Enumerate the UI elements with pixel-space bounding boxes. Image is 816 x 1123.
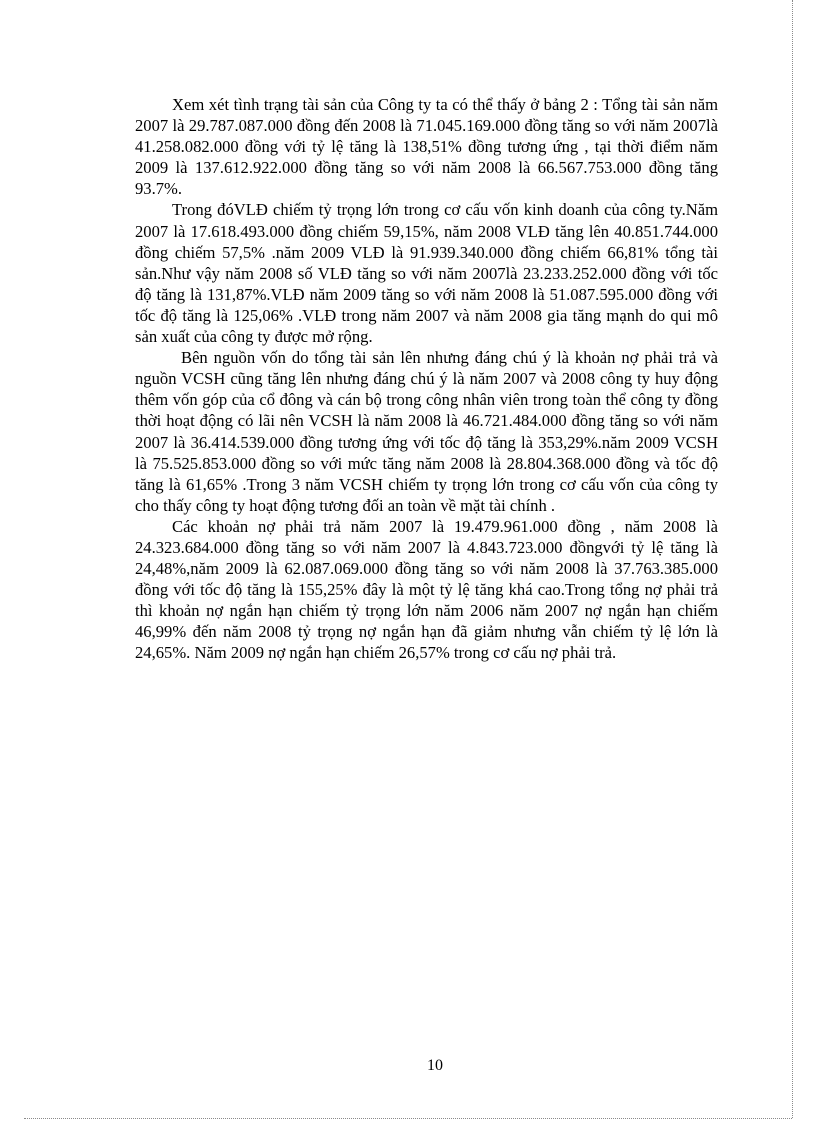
paragraph-liabilities: Các khoản nợ phải trả năm 2007 là 19.479.961.000 đồng , năm 2008 là 24.323.684.000 đồng tăng so với năm 2007 là 4.843.723.000 đồngvới tỷ lệ tăng là 24,48%,năm 2009 là 62.087.069.000 đồng tăng so với năm 2008 là 37.763.385.000 đồng với tốc độ tăng là 155,25% đây là một tỷ lệ tăng khá cao.Trong tổng nợ phải trả thì khoản nợ ngắn hạn chiếm tỷ trọng lớn năm 2006 năm 2007 nợ ngắn hạn chiếm 46,99% đến năm 2008 tỷ trọng nợ ngắn hạn đã giảm nhưng vẫn chiếm tỷ lệ lớn là 24,65%. Năm 2009 nợ ngắn hạn chiếm 26,57% trong cơ cấu nợ phải trả. — [135, 516, 718, 663]
paragraph-equity: Bên nguồn vốn do tổng tài sản lên nhưng đáng chú ý là khoản nợ phải trả và nguồn VCSH cũng tăng lên nhưng đáng chú ý là năm 2007 và 2008 công ty huy động thêm vốn góp của cổ đông và cán bộ trong công nhân viên trong toàn thể công ty đồng thời hoạt động có lãi nên VCSH là năm 2008 là 46.721.484.000 đồng tăng so với năm 2007 là 36.414.539.000 đồng tương ứng với tốc độ tăng là 353,29%.năm 2009 VCSH là 75.525.853.000 đồng so với mức tăng năm 2008 là 28.804.368.000 đồng và tốc độ tăng là 61,65% .Trong 3 năm VCSH chiếm ty trọng lớn trong cơ cấu vốn của công ty cho thấy công ty hoạt động tương đối an toàn về mặt tài chính . — [135, 348, 718, 515]
paragraph-total-assets: Xem xét tình trạng tài sản của Công ty ta có thể thấy ở bảng 2 : Tổng tài sản năm 2007 là 29.787.087.000 đồng đến 2008 là 71.045.169.000 đồng tăng so với năm 2007là 41.258.082.000 đồng với tỷ lệ tăng là 138,51% đồng tương ứng , tại thời điểm năm 2009 là 137.612.922.000 đồng tăng so với năm 2008 là 66.567.753.000 đồng tăng 93.7%. — [135, 95, 718, 199]
page-border-right — [792, 0, 793, 1118]
document-body — [135, 94, 718, 664]
page-number: 10 — [427, 1057, 443, 1074]
page-border-bottom — [24, 1118, 792, 1119]
paragraph-working-capital: Trong đóVLĐ chiếm tỷ trọng lớn trong cơ cấu vốn kinh doanh của công ty.Năm 2007 là 17.618.493.000 đồng chiếm 59,15%, năm 2008 VLĐ tăng lên 40.851.744.000 đồng chiếm 57,5% .năm 2009 VLĐ là 91.939.340.000 đồng chiếm 66,81% tổng tài sản.Như vậy năm 2008 số VLĐ tăng so với năm 2007là 23.233.252.000 đồng với tốc độ tăng là 131,87%.VLĐ năm 2009 tăng so với năm 2008 là 51.087.595.000 đồng với tốc độ tăng là 125,06% .VLĐ trong năm 2007 và năm 2008 gia tăng mạnh do qui mô sản xuất của công ty được mở rộng. — [135, 200, 718, 347]
